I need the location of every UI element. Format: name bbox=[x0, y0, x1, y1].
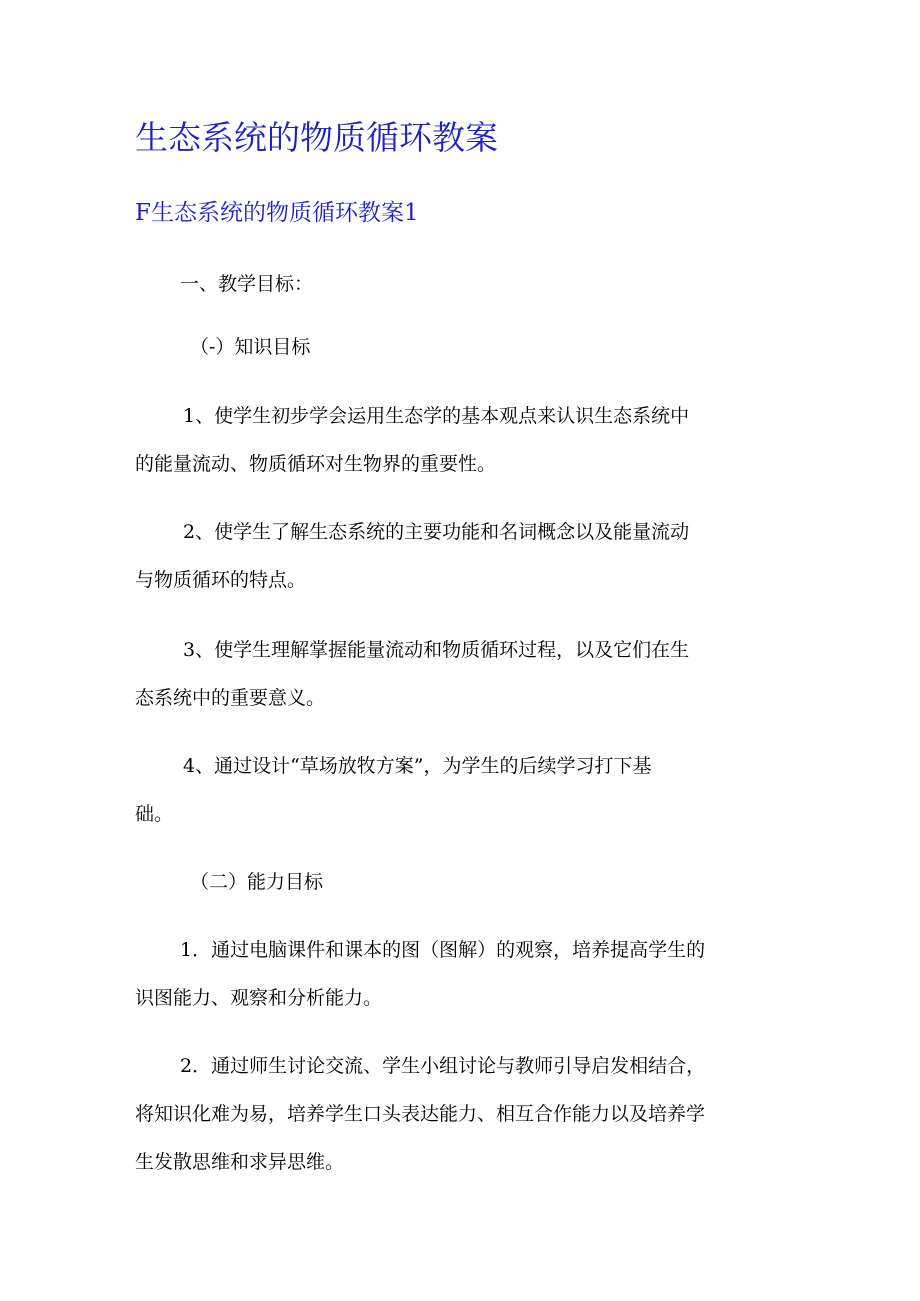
subheading-knowledge-goals: （-）知识目标 bbox=[190, 336, 311, 358]
document-title: 生态系统的物质循环教案 bbox=[135, 118, 498, 157]
ability-item-1-line-2: 识图能力、观察和分析能力。 bbox=[135, 987, 383, 1009]
knowledge-item-3-line-2: 态系统中的重要意义。 bbox=[135, 687, 326, 709]
knowledge-item-2-line-2: 与物质循环的特点。 bbox=[135, 569, 307, 591]
ability-item-2-line-2: 将知识化难为易，培养学生口头表达能力、相互合作能力以及培养学 bbox=[135, 1103, 706, 1125]
ability-item-2-line-1: 2．通过师生讨论交流、学生小组讨论与教师引导启发相结合， bbox=[180, 1055, 706, 1077]
knowledge-item-1-line-1: 1、使学生初步学会运用生态学的基本观点来认识生态系统中 bbox=[183, 405, 690, 427]
knowledge-item-4-line-1: 4、通过设计“草场放牧方案”，为学生的后续学习打下基 bbox=[183, 755, 652, 777]
knowledge-item-1-line-2: 的能量流动、物质循环对生物界的重要性。 bbox=[135, 453, 497, 475]
ability-item-1-line-1: 1．通过电脑课件和课本的图（图解）的观察，培养提高学生的 bbox=[180, 939, 706, 961]
ability-item-2-line-3: 生发散思维和求异思维。 bbox=[135, 1151, 345, 1173]
subheading-ability-goals: （二）能力目标 bbox=[190, 871, 324, 893]
knowledge-item-2-line-1: 2、使学生了解生态系统的主要功能和名词概念以及能量流动 bbox=[183, 521, 690, 543]
knowledge-item-4-line-2: 础。 bbox=[135, 803, 174, 825]
document-subtitle: F生态系统的物质循环教案1 bbox=[135, 200, 419, 226]
knowledge-item-3-line-1: 3、使学生理解掌握能量流动和物质循环过程，以及它们在生 bbox=[183, 639, 690, 661]
section-heading-teaching-goals: 一、教学目标： bbox=[180, 273, 314, 295]
